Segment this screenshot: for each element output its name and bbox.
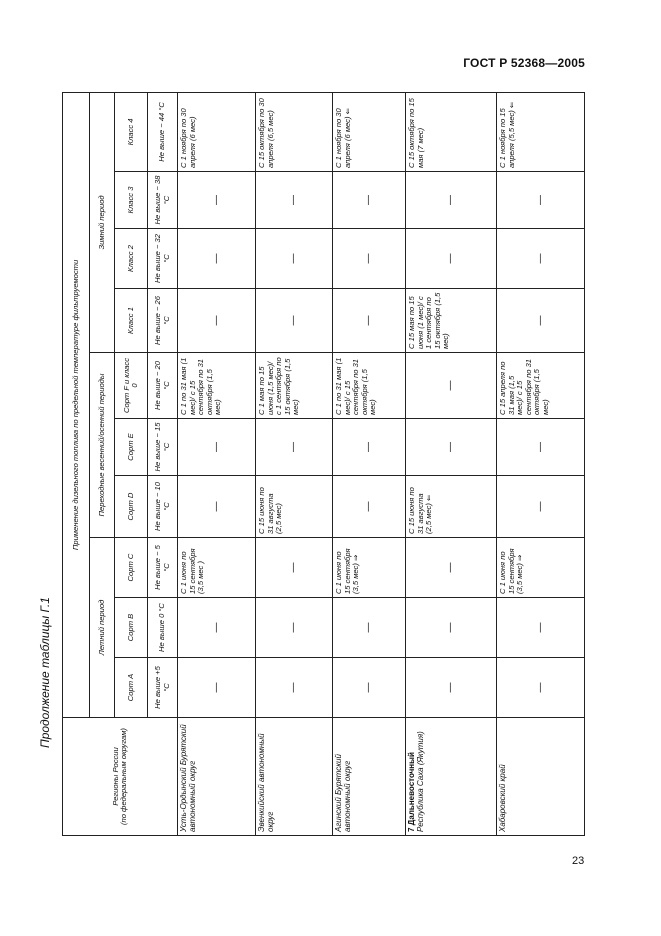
region-name: Эвенкийский автономный округ [256, 718, 333, 836]
table-cell: — [406, 172, 497, 229]
grade-header: Сорт A [115, 658, 148, 718]
grade-header: Сорт D [115, 476, 148, 538]
table-row [406, 92, 497, 835]
summer-period-header: Летний период [90, 538, 115, 718]
table-cell: — [178, 419, 256, 476]
temperature-limit: Не выше +5 °C [148, 658, 178, 718]
standard-number: ГОСТ Р 52368—2005 [463, 56, 585, 70]
table-cell: — [406, 353, 497, 419]
table-cell: С 1 июня по 15 сентября (3,5 мес) ⇒ [333, 538, 406, 598]
table-cell: — [497, 598, 585, 658]
table-cell: — [178, 658, 256, 718]
region-name: Агинский Бурятский автономный округ [333, 718, 406, 836]
temperature-limit: Не выше − 20 °C [148, 353, 178, 419]
table-cell: — [406, 598, 497, 658]
table-cell: — [333, 289, 406, 353]
table-cell: — [333, 229, 406, 289]
table-cell: С 15 апреля по 31 мая (1,5 мес)/ с 15 сентября по 31 октября (1,5 мес) [497, 353, 585, 419]
region-name: Усть-Ордынский Бурятский автономный округ [178, 718, 256, 836]
table-cell: С 15 июня по 31 августа (2,5 мес) ⇐ [406, 476, 497, 538]
temperature-limit: Не выше − 26 °C [148, 289, 178, 353]
grade-header: Класс 2 [115, 229, 148, 289]
table-row [497, 92, 585, 835]
table-cell: — [497, 476, 585, 538]
table-cell: — [333, 476, 406, 538]
table-cell: — [178, 289, 256, 353]
table-cell: — [256, 658, 333, 718]
table-cell: С 1 ноября по 30 апреля (6 мес) ⇐ [333, 92, 406, 171]
table-cell: С 15 июня по 31 августа (2,5 мес) [256, 476, 333, 538]
table-cell: — [178, 172, 256, 229]
region-name: Хабаровский край [497, 718, 585, 836]
table-cell: — [333, 419, 406, 476]
table-cell: С 1 июня по 15 сентября (3,5 мес ) [178, 538, 256, 598]
table-cell: С 1 мая по 15 июня (1,5 мес)/ с 1 сентября по 15 октября (1,5 мес) [256, 353, 333, 419]
table-cell: С 1 июня по 15 сентября (3,5 мес) ⇒ [497, 538, 585, 598]
table-caption: Продолжение таблицы Г.1 [38, 597, 52, 748]
table-cell: — [406, 538, 497, 598]
table-cell: С 1 ноября по 15 апреля (5,5 мес) ⇐ [497, 92, 585, 171]
table-cell: — [333, 658, 406, 718]
temperature-limit: Не выше − 32 °C [148, 229, 178, 289]
header-row-1 [63, 92, 90, 835]
grade-header: Сорт E [115, 419, 148, 476]
table-cell: — [256, 419, 333, 476]
table-cell: С 15 мая по 15 июня (1 мес)/ с 1 сентября по 15 октября (1,5 мес) [406, 289, 497, 353]
temperature-limit: Не выше − 38 °C [148, 172, 178, 229]
temperature-limit: Не выше − 15 °C [148, 419, 178, 476]
fuel-application-table [62, 92, 585, 836]
table-cell: — [256, 229, 333, 289]
transition-period-header: Переходные весенний/осенний периоды [90, 353, 115, 538]
grade-header: Класс 3 [115, 172, 148, 229]
table-cell: С 15 октября по 15 мая (7 мес) [406, 92, 497, 171]
table-cell: — [178, 598, 256, 658]
table-cell: С 1 ноября по 30 апреля (6 мес) [178, 92, 256, 171]
temperature-limit: Не выше − 5 °C [148, 538, 178, 598]
grade-header: Сорт F и класс 0 [115, 353, 148, 419]
table-row [178, 92, 256, 835]
table-cell: — [497, 172, 585, 229]
table-cell: — [497, 289, 585, 353]
table-cell: — [256, 289, 333, 353]
table-cell: — [497, 419, 585, 476]
temperature-limit: Не выше 0 °C [148, 598, 178, 658]
table-cell: — [333, 172, 406, 229]
main-header: Применение дизельного топлива по предельной температуре фильтруемости [63, 92, 90, 717]
grade-header: Сорт C [115, 538, 148, 598]
table-cell: С 1 по 31 мая (1 мес)/ с 15 сентября по 31 октября (1,5 мес) [333, 353, 406, 419]
table-cell: — [333, 598, 406, 658]
table-cell: — [497, 658, 585, 718]
grade-header: Класс 1 [115, 289, 148, 353]
table-cell: — [178, 229, 256, 289]
region-header: Регионы России (по федеральным округам) [63, 718, 178, 836]
temperature-limit: Не выше − 44 °C [148, 92, 178, 171]
page-number: 23 [572, 855, 585, 867]
table-cell: — [256, 598, 333, 658]
table-cell: — [256, 538, 333, 598]
table-cell: — [406, 419, 497, 476]
table-cell: — [406, 658, 497, 718]
winter-period-header: Зимний период [90, 92, 115, 352]
table-row [256, 92, 333, 835]
table-row [333, 92, 406, 835]
rotated-table-container [62, 93, 584, 836]
grade-header: Сорт B [115, 598, 148, 658]
table-cell: — [497, 229, 585, 289]
region-name [406, 718, 497, 836]
table-cell: С 1 по 31 мая (1 мес)/ с 15 сентября по 31 октября (1,5 мес) [178, 353, 256, 419]
table-cell: С 15 октября по 30 апреля (6,5 мес) [256, 92, 333, 171]
temperature-limit: Не выше − 10 °C [148, 476, 178, 538]
table-cell: — [178, 476, 256, 538]
section-title: 7 Дальневосточный [407, 752, 416, 832]
region-label: Республика Саха (Якутия) [415, 731, 425, 832]
table-cell: — [256, 172, 333, 229]
table-cell: — [406, 229, 497, 289]
grade-header: Класс 4 [115, 92, 148, 171]
